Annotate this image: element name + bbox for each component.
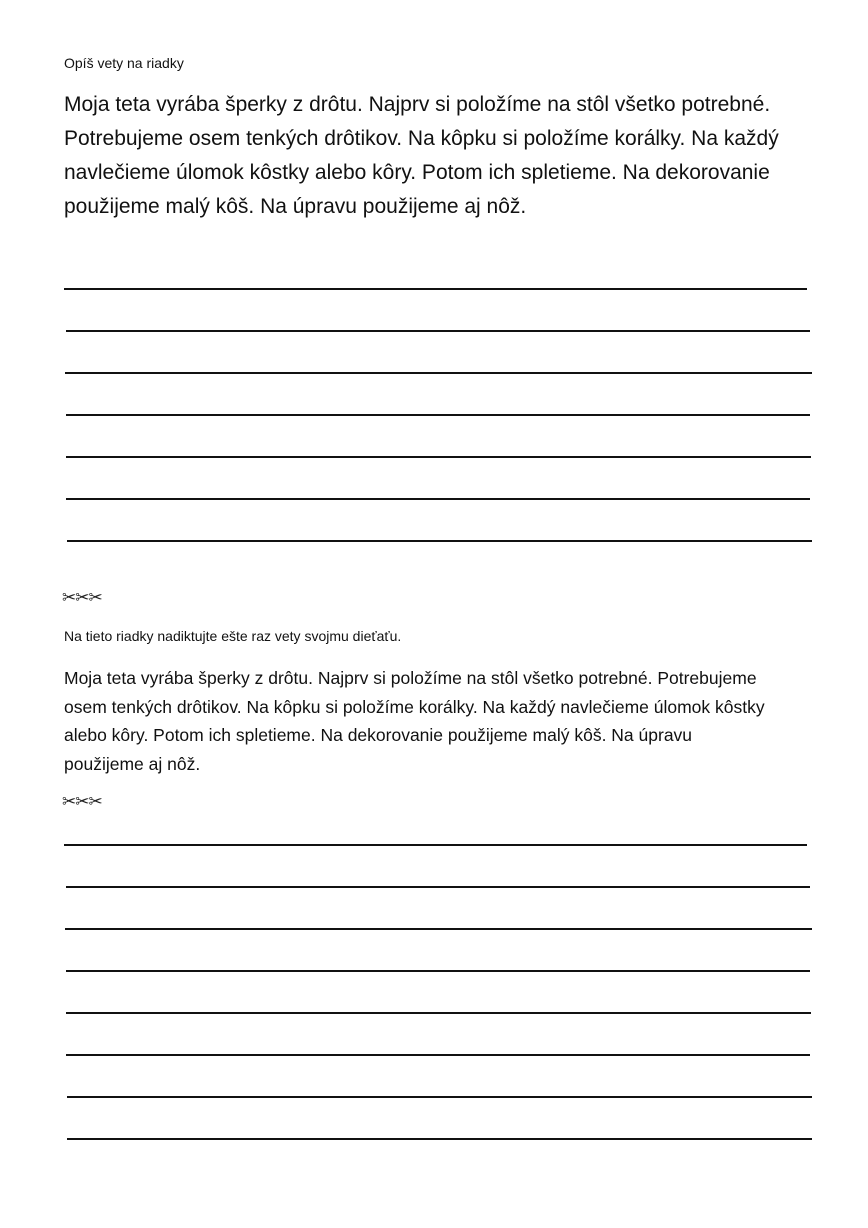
writing-line: [67, 1138, 812, 1140]
writing-line: [66, 330, 810, 332]
passage-line: Potrebujeme osem tenkých drôtikov. Na kôpku si položíme korálky. Na každý: [64, 127, 779, 150]
passage-line: alebo kôry. Potom ich spletieme. Na dekorovanie použijeme malý kôš. Na úpravu: [64, 725, 693, 745]
writing-line: [66, 970, 810, 972]
writing-line: [66, 456, 811, 458]
writing-line: [66, 886, 810, 888]
passage-line: navlečieme úlomok kôstky alebo kôry. Potom ich spletieme. Na dekorovanie: [64, 161, 770, 184]
writing-line: [65, 928, 812, 930]
writing-line: [66, 1054, 810, 1056]
writing-line: [66, 498, 810, 500]
writing-line: [67, 1096, 812, 1098]
writing-line: [64, 288, 807, 290]
writing-line: [66, 414, 810, 416]
scissors-icon: ✂✂✂: [62, 792, 102, 811]
passage-line: Moja teta vyrába šperky z drôtu. Najprv si položíme na stôl všetko potrebné. Potrebujeme: [64, 668, 757, 688]
scissors-icon: ✂✂✂: [62, 588, 102, 607]
writing-line: [66, 1012, 811, 1014]
copy-instruction: Opíš vety na riadky: [64, 55, 184, 71]
passage-line: použijeme aj nôž.: [64, 753, 201, 774]
dictation-instruction: Na tieto riadky nadiktujte ešte raz vety svojmu dieťaťu.: [64, 628, 402, 644]
writing-line: [65, 372, 812, 374]
dictation-passage: [64, 664, 824, 778]
passage-line: Moja teta vyrába šperky z drôtu. Najprv si položíme na stôl všetko potrebné.: [64, 93, 771, 116]
passage-line: osem tenkých drôtikov. Na kôpku si položíme korálky. Na každý navlečieme úlomok kôstky: [64, 696, 765, 717]
writing-line: [64, 844, 807, 846]
copy-passage: [64, 88, 824, 224]
writing-line: [67, 540, 812, 542]
passage-line: použijeme malý kôš. Na úpravu použijeme aj nôž.: [64, 195, 527, 218]
